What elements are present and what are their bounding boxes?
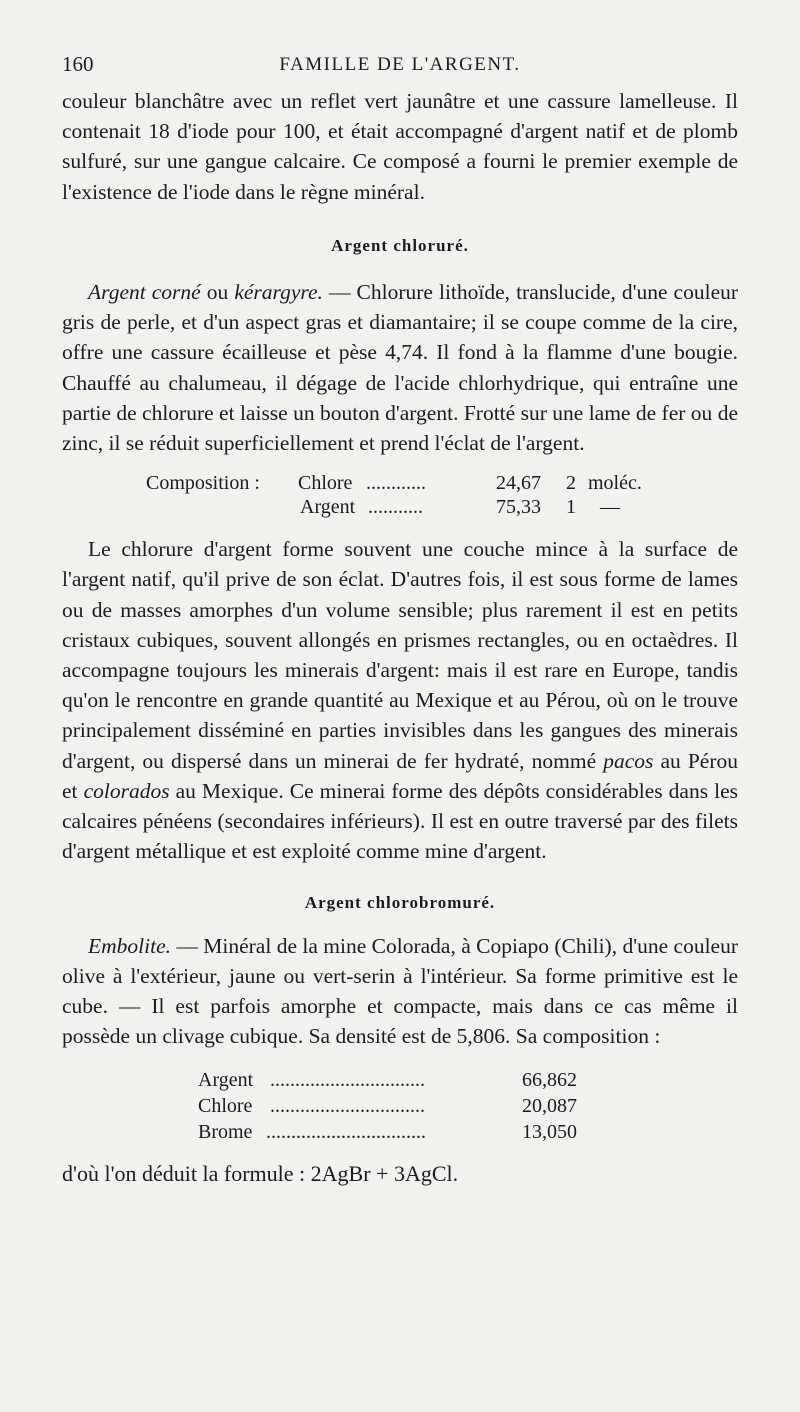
intro-paragraph: couleur blanchâtre avec un reflet vert jaunâtre et une cassure lamelleuse. Il contenait 18 d'iode pour 100, et était accompagné d'argent natif et de plomb sulfuré, sur une gangue calcaire. Ce composé a fourni le premier exemple de l'existence de l'iode dans le règne minéral. xyxy=(62,89,738,204)
text-span: Le chlorure d'argent forme souvent une couche mince à la surface de l'argent natif, qu'il prive de son éclat. D'autres fois, il est sous forme de lames ou de masses amorphes d'un volume sensible; plus rarement il est en petits cristaux cubiques, souvent allongés en prismes rectangles, ou en octaèdres. Il accompagne toujours les minerais d'argent: mais il est rare en Europe, tandis qu'on le rencontre en grande quantité au Mexique et au Pérou, où on le trouve principalement disséminé en parties invisibles dans les gangues des minerais d'argent, ou dispersé dans un minerai de fer hydraté, nommé xyxy=(62,537,738,773)
composition-block xyxy=(62,472,738,520)
element-name: Argent xyxy=(198,1069,254,1092)
element-value: 20,087 xyxy=(522,1095,577,1118)
term-kerargyre: kérargyre. xyxy=(234,280,323,305)
text-span: au Mexique. Ce minerai forme des dépôts considérables dans les calcaires pénéens (secondaires inférieurs). Il est en outre traversé par des filets d'argent métallique et est exploité comme mine d'argent. xyxy=(62,778,738,864)
term-pacos: pacos xyxy=(603,748,654,773)
element-name: Argent xyxy=(300,496,356,519)
term-embolite: Embolite. xyxy=(88,933,171,958)
page-number: 160 xyxy=(62,52,94,76)
element-name: Chlore xyxy=(198,1095,253,1118)
leader-dots: ............ xyxy=(366,472,426,495)
element-value: 75,33 xyxy=(496,496,541,519)
paragraph-argent-corne xyxy=(62,277,738,458)
composition-label: Composition : xyxy=(146,472,260,495)
page-body xyxy=(62,86,738,1189)
element-value: 13,050 xyxy=(522,1121,577,1144)
section-heading-argent-chlorobromure: Argent chlorobromuré. xyxy=(304,893,496,913)
element-name: Chlore xyxy=(298,472,353,495)
element-unit: moléc. xyxy=(588,472,642,495)
formula-line: d'où l'on déduit la formule : 2AgBr + 3AgCl. xyxy=(62,1161,459,1187)
section-heading-argent-chlorure: Argent chloruré. xyxy=(331,235,469,255)
element-unit: — xyxy=(600,496,620,519)
element-name: Brome xyxy=(198,1121,253,1144)
paragraph-embolite xyxy=(62,931,738,1052)
text-span: — Minéral de la mine Colorada, à Copiapo (Chili), d'une couleur olive à l'extérieur, jaune ou vert-serin à l'intérieur. Sa forme primitive est le cube. — Il est parfois amorphe et compacte, mais dans ce cas même il possède un clivage cubique. Sa densité est de 5,806. Sa composition : xyxy=(62,933,738,1049)
term-argent-corne: Argent corné xyxy=(88,280,201,305)
leader-dots: ................................ xyxy=(266,1121,426,1144)
term-colorados: colorados xyxy=(83,778,170,803)
leader-dots: ........... xyxy=(368,496,423,519)
element-value: 24,67 xyxy=(496,472,541,495)
running-title: FAMILLE DE L'ARGENT. xyxy=(279,54,521,75)
text-span: ou xyxy=(200,280,235,305)
leader-dots: ............................... xyxy=(270,1069,425,1092)
composition-table xyxy=(62,1069,738,1147)
leader-dots: ............................... xyxy=(270,1095,425,1118)
element-count: 1 xyxy=(566,496,576,519)
table-row xyxy=(62,1121,738,1147)
composition-row xyxy=(62,496,738,520)
text-span: — Chlorure lithoïde, translucide, d'une couleur gris de perle, et d'un aspect gras et diamantaire; il se coupe comme de la cire, offre une cassure écailleuse et pèse 4,74. Il fond à la flamme d'une bougie. Chauffé au chalumeau, il dégage de l'acide chlorhydrique, qui entraîne une partie de chlorure et laisse un bouton d'argent. Frotté sur une lame de fer ou de zinc, il se réduit superficiellement et prend l'éclat de l'argent. xyxy=(62,280,739,456)
text-span: au Pérou et xyxy=(62,748,738,803)
composition-row xyxy=(62,472,738,496)
paragraph-chlorure-occurrence xyxy=(62,534,738,866)
page-header xyxy=(62,52,738,82)
element-value: 66,862 xyxy=(522,1069,577,1092)
table-row xyxy=(62,1069,738,1095)
table-row xyxy=(62,1095,738,1121)
element-count: 2 xyxy=(566,472,576,495)
